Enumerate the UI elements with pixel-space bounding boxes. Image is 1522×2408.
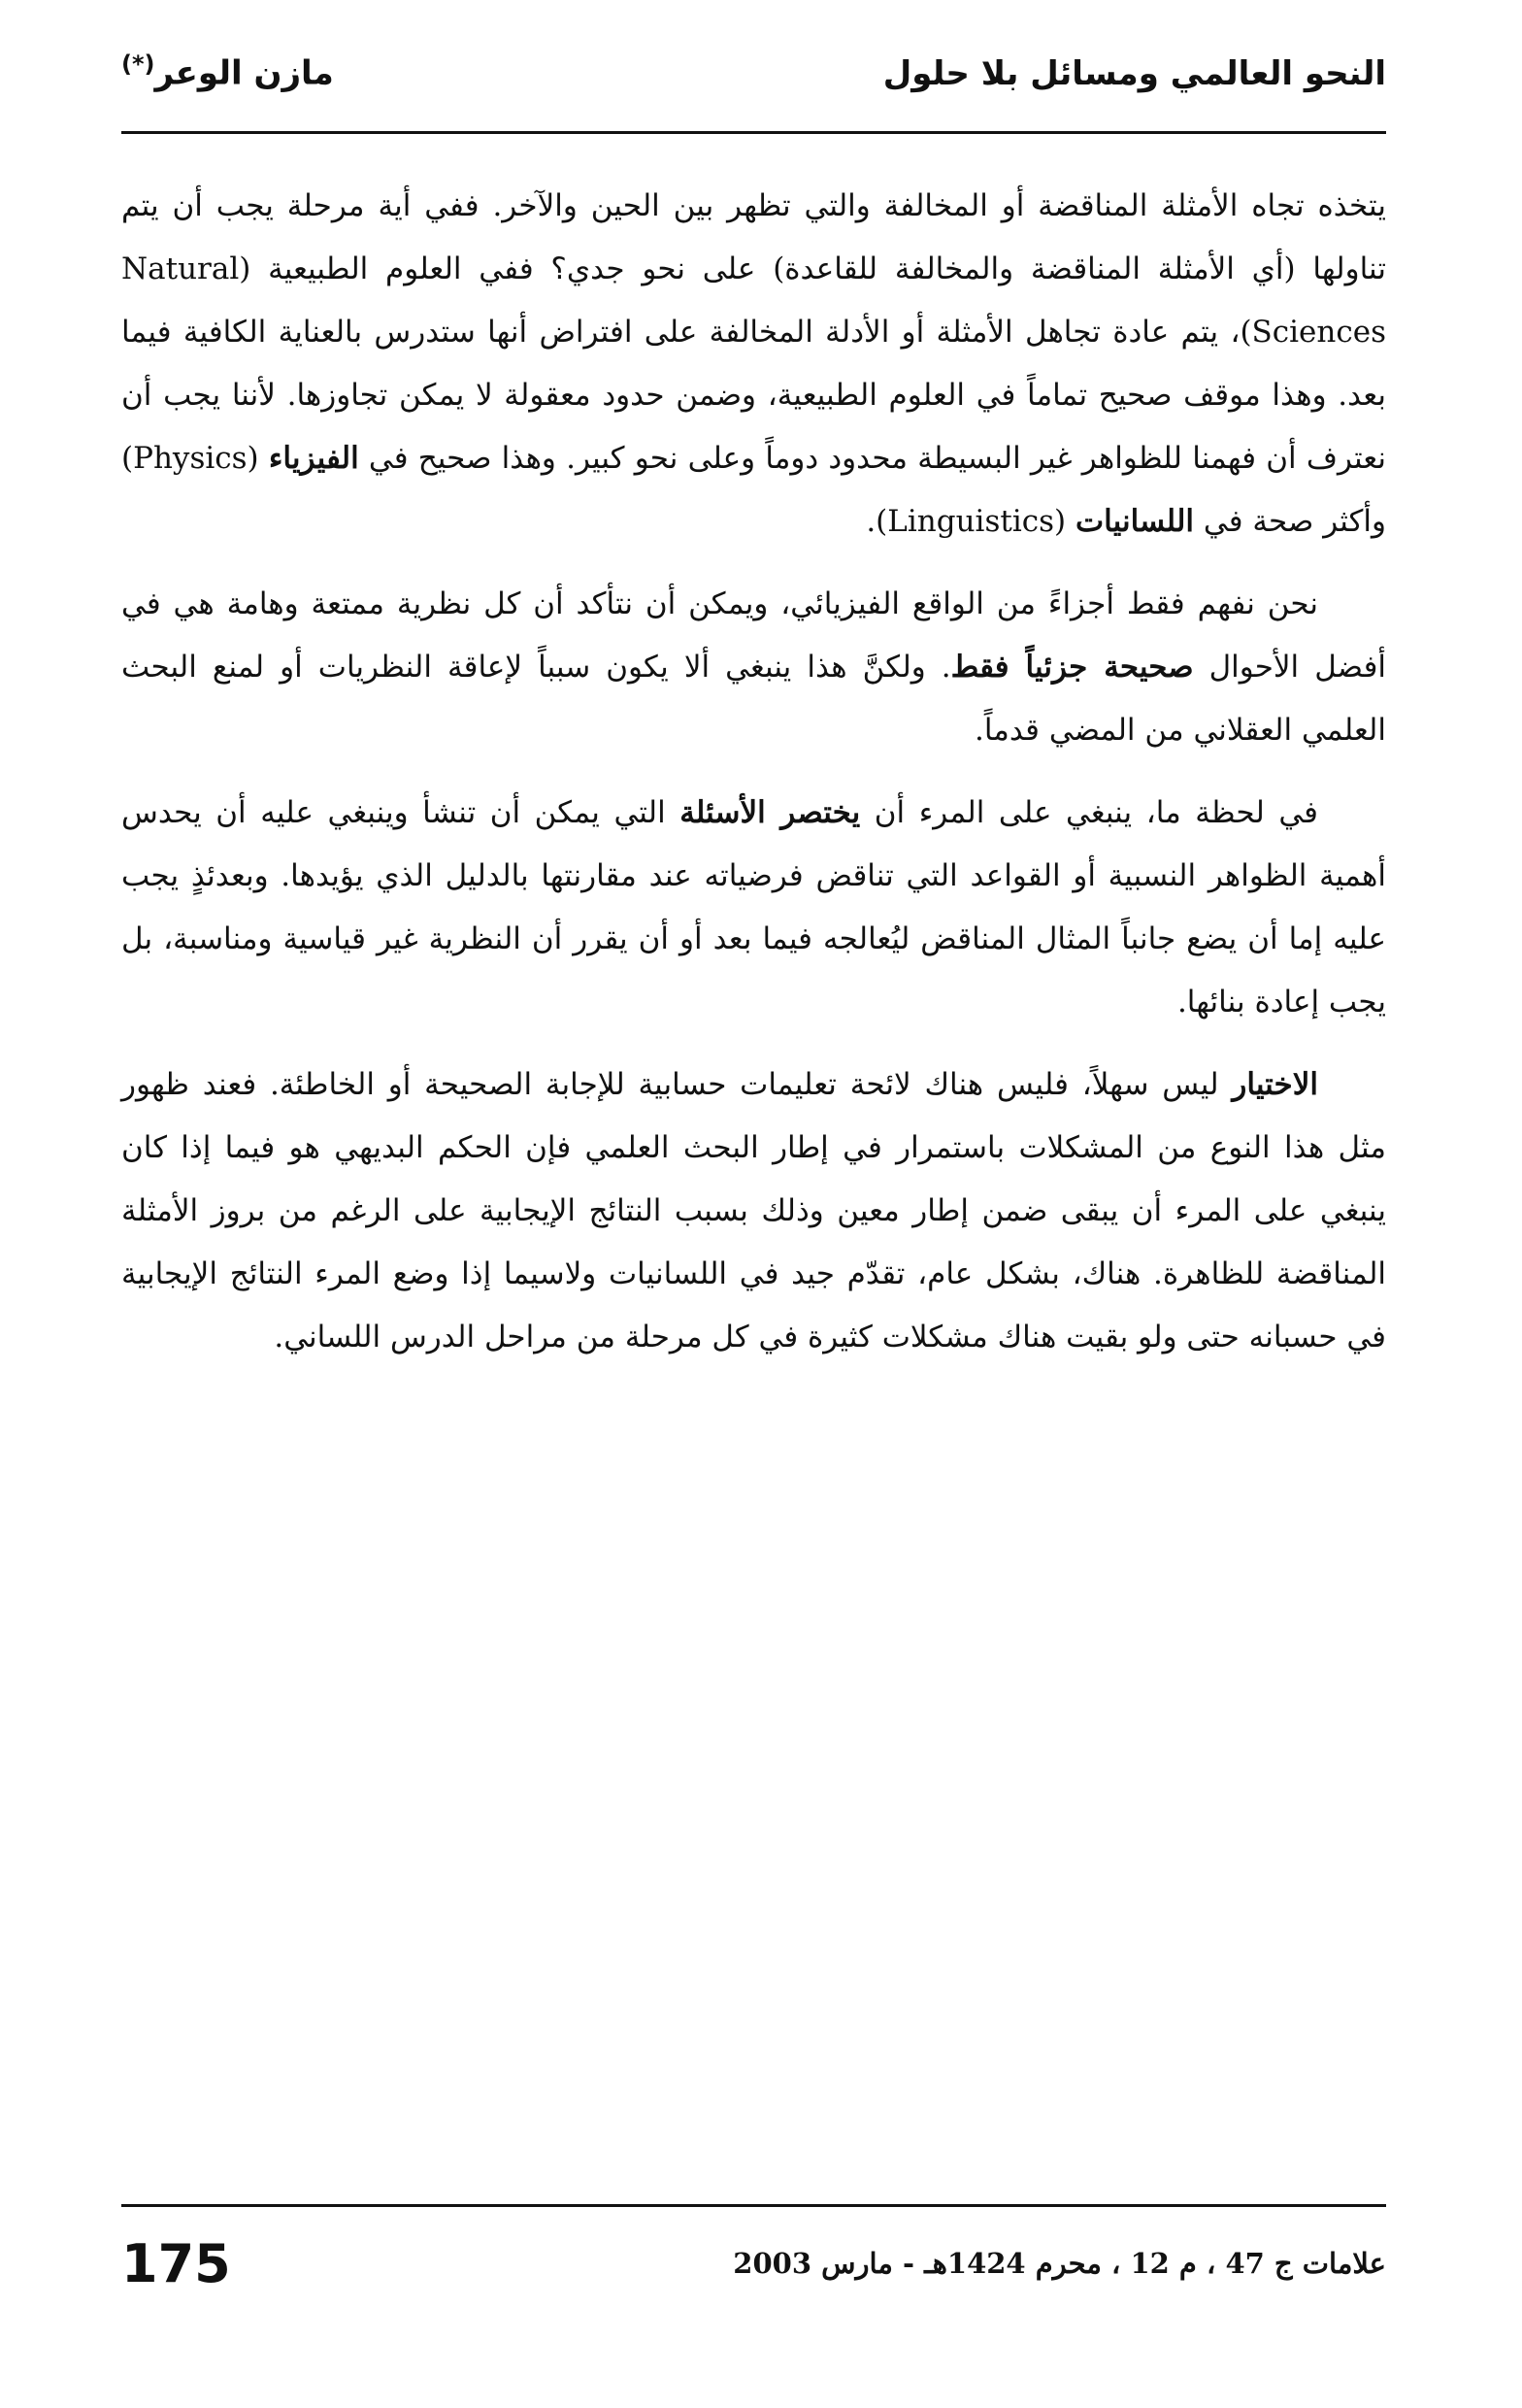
page-number: 175 [121,2233,231,2294]
bold-term: اللسانيات [1075,504,1195,539]
text-run: في لحظة ما، ينبغي على المرء أن [860,795,1318,830]
author-name [121,50,334,92]
body-text [121,175,1386,1388]
paragraph [121,782,1386,1034]
text-run: ( [247,441,269,476]
text-run: ( [1054,504,1075,539]
text-run: نحن نفهم فقط أجزاءً من الواقع الفيزيائي، ويمكن أن نتأكد أن كل نظرية ممتعة وهامة هي في أفضل الأحوال [121,586,1387,685]
article-title: النحو العالمي ومسائل بلا حلول [882,54,1386,93]
bold-term: الاختيار [1232,1067,1318,1102]
text-run: يتخذه تجاه الأمثلة المناقضة أو المخالفة والتي تظهر بين الحين والآخر. ففي أية مرحلة يجب أن يتم تناولها (أي الأمثلة المناقضة والمخالفة للقاعدة) على نحو جدي؟ ففي العلوم الطبيعية ( [121,188,1386,286]
header-rule [121,131,1386,134]
paragraph [121,573,1386,762]
text-run: ) وأكثر صحة في [121,441,1386,539]
bold-term: الفيزياء [268,441,359,476]
text-run: . ولكنَّ هذا ينبغي ألا يكون سبباً لإعاقة النظريات أو لمنع البحث العلمي العقلاني من المضي قدماً. [121,650,1386,748]
paragraph [121,175,1386,553]
text-run: )، يتم عادة تجاهل الأمثلة أو الأدلة المخالفة على افتراض أنها ستدرس بالعناية الكافية فيما بعد. وهذا موقف صحيح تماماً في العلوم الطبيعية، وضمن حدود معقولة لا يمكن تجاوزها. لأننا يجب أن نعترف أن فهمنا للظواهر غير البسيطة محدود دوماً وعلى نحو كبير. وهذا صحيح في [121,315,1386,476]
text-run: ). [866,504,888,539]
author-name-text: مازن الوعر [154,53,334,93]
journal-issue-info: علامات ج 47 ، م 12 ، محرم 1424هـ - مارس 2003 [733,2247,1386,2280]
paragraph [121,1054,1386,1369]
running-header [121,37,1386,115]
text-run: التي يمكن أن تنشأ وينبغي عليه أن يحدس أهمية الظواهر النسبية أو القواعد التي تناقض فرضياته عند مقارنتها بالدليل الذي يؤيدها. وبعدئذٍ يجب عليه إما أن يضع جانباً المثال المناقض ليُعالجه فيما بعد أو أن يقرر أن النظرية غير قياسية ومناسبة، بل يجب إعادة بنائها. [121,795,1386,1020]
latin-term: Linguistics [887,504,1055,539]
latin-term: Natural Sciences [121,251,1386,350]
text-run: ليس سهلاً، فليس هناك لائحة تعليمات حسابية للإجابة الصحيحة أو الخاطئة. فعند ظهور مثل هذا النوع من المشكلات باستمرار في إطار البحث العلمي فإن الحكم البديهي هو فيما إذا كان ينبغي على المرء أن يبقى ضمن إطار معين وذلك بسبب النتائج الإيجابية على الرغم من بروز الأمثلة المناقضة للظاهرة. هناك، بشكل عام، تقدّم جيد في اللسانيات ولاسيما إذا وضع المرء النتائج الإيجابية في حسبانه حتى ولو بقيت هناك مشكلات كثيرة في كل مرحلة من مراحل الدرس اللساني. [121,1067,1386,1354]
page-footer [121,2233,1386,2321]
latin-term: Physics [133,441,248,476]
footer-rule [121,2204,1386,2207]
bold-term: يختصر الأسئلة [679,795,861,830]
author-footnote-mark: (*) [121,50,155,78]
bold-term: صحيحة جزئياً فقط [950,650,1194,685]
